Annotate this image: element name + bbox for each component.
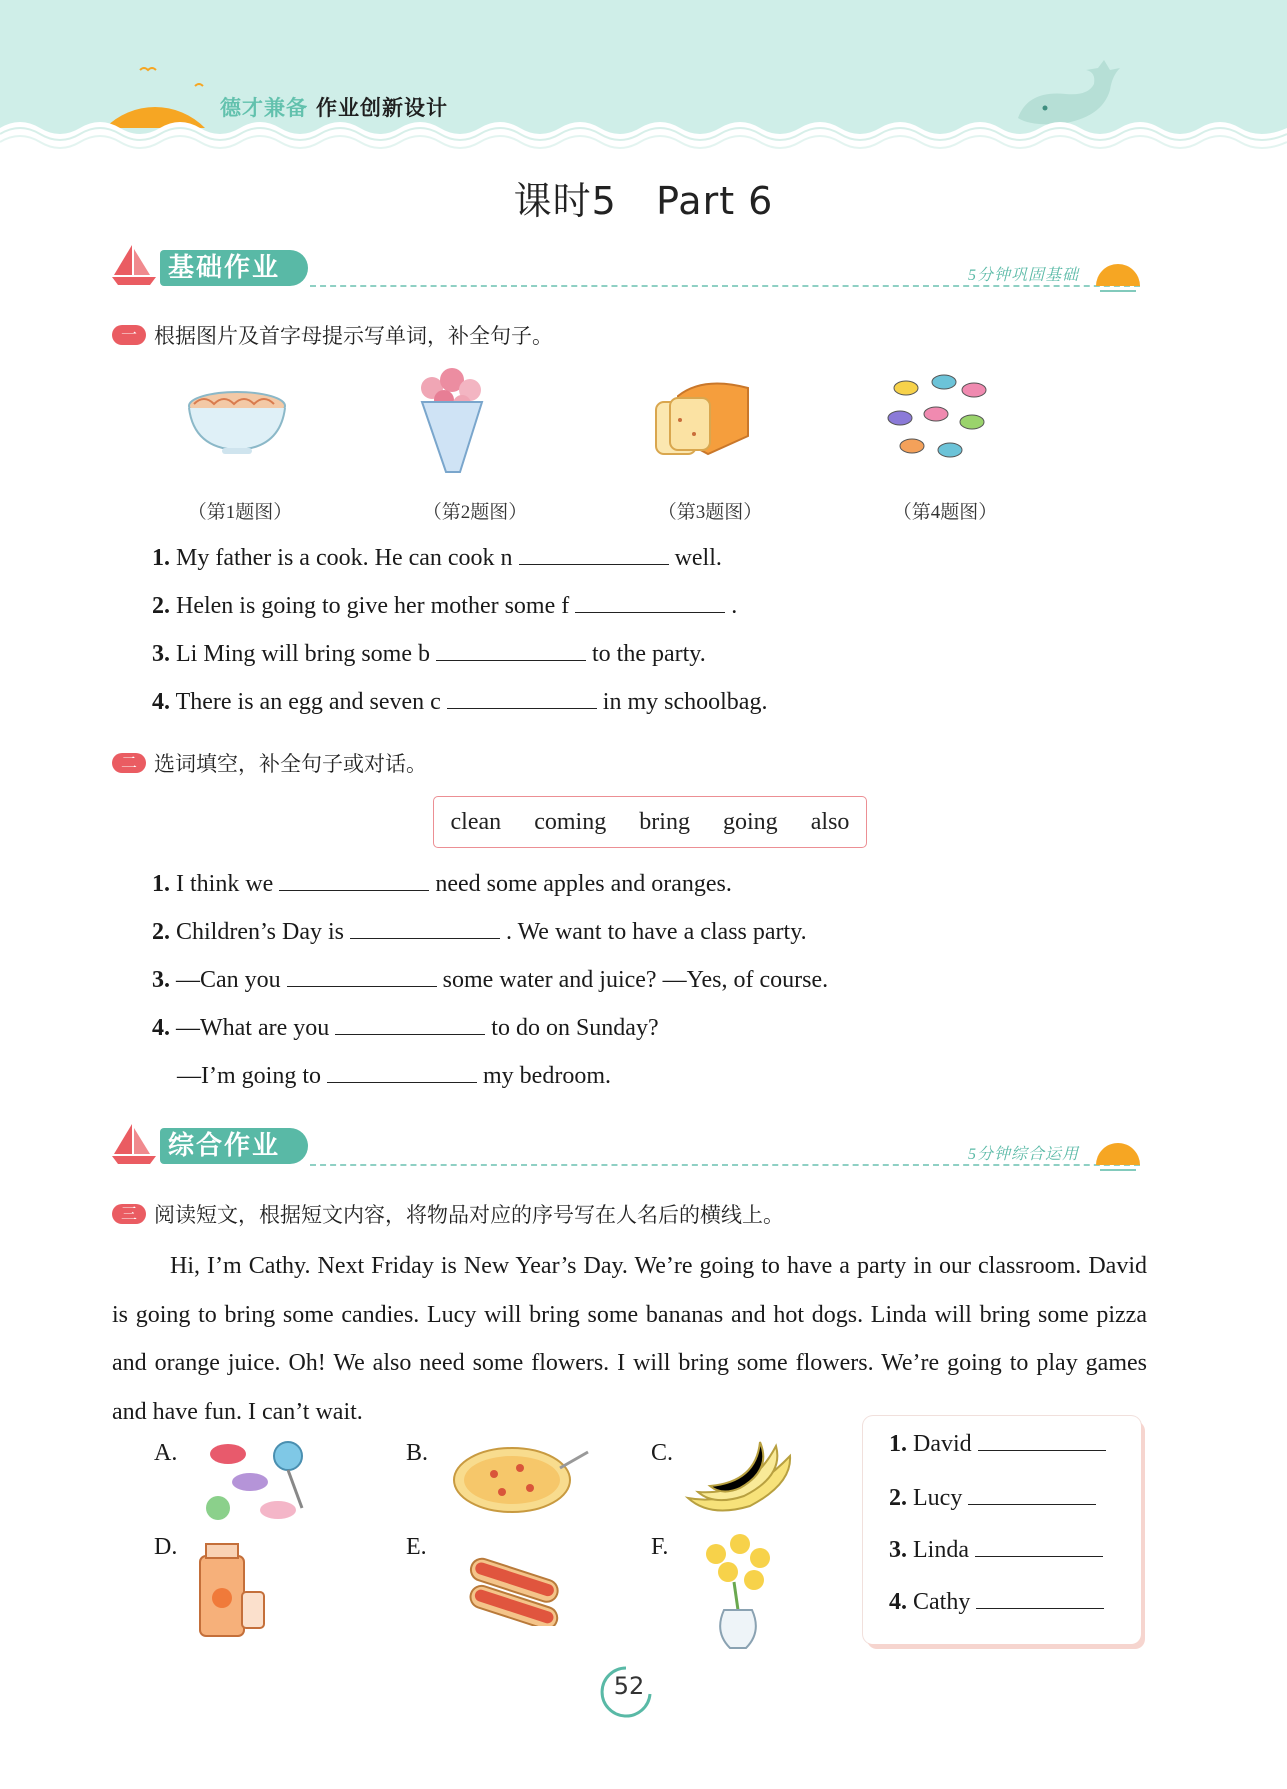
section-divider [310,1164,1140,1166]
item-text: some water and juice? —Yes, of course. [442,967,829,993]
picture-caption: （第4题图） [892,502,998,523]
answer-row [889,1482,1102,1512]
item-number: 2. [889,1485,907,1511]
answer-blank[interactable] [976,1586,1104,1609]
sun-icon [1092,256,1146,296]
option-letter: E. [406,1534,427,1560]
item-number: 3. [152,641,170,667]
word-bank-item: clean [450,808,502,835]
item-number: 1. [152,871,170,897]
question-3-heading [112,1199,784,1229]
question-1-item [152,542,722,572]
word-bank-item: bring [639,808,690,835]
flowers-vase-icon [694,1532,784,1652]
brand-dark-text: 作业创新设计 [316,96,448,120]
sun-icon [1092,1135,1146,1175]
candies-lollipop-icon [192,1438,324,1524]
flower-bouquet-icon [412,362,492,482]
item-number: 4. [889,1589,907,1615]
answer-blank[interactable] [575,590,725,613]
option-letter: A. [154,1440,178,1466]
page-number: 52 [613,1672,645,1700]
answer-blank[interactable] [287,964,437,987]
answer-card [863,1416,1141,1644]
question-badge: 一 [112,325,146,345]
candies-icon [878,366,998,476]
orange-juice-icon [192,1542,272,1642]
item-text: . [731,593,738,619]
section-divider [310,285,1140,287]
picture-caption: （第1题图） [187,502,293,523]
item-text: Li Ming will bring some b [176,641,430,667]
question-instruction: 阅读短文，根据短文内容，将物品对应的序号写在人名后的横线上。 [154,1203,784,1227]
question-1-item [152,638,706,668]
picture-caption: （第2题图） [422,502,528,523]
answer-blank[interactable] [447,686,597,709]
person-name: Linda [913,1537,969,1563]
item-number: 1. [889,1431,907,1457]
question-instruction: 根据图片及首字母提示写单词，补全句子。 [154,324,553,348]
question-2-item [152,1012,659,1042]
question-1-item [152,590,737,620]
question-1-item [152,686,767,716]
bananas-icon [680,1436,810,1516]
item-text: My father is a cook. He can cook n [176,545,513,571]
item-text: —Can you [176,967,281,993]
item-number: 4. [152,1015,170,1041]
option-letter: B. [406,1440,429,1466]
answer-row [889,1534,1109,1564]
question-2-item [177,1060,611,1090]
item-text: Children’s Day is [176,919,344,945]
answer-row [889,1428,1112,1458]
item-text: Helen is going to give her mother some f [176,593,570,619]
item-text: . We want to have a class party. [506,919,807,945]
sailboat-icon [110,1122,160,1166]
person-name: David [913,1431,972,1457]
question-2-heading [112,748,427,778]
question-2-item [152,868,732,898]
question-2-item [152,964,828,994]
answer-blank[interactable] [436,638,586,661]
item-number: 2. [152,919,170,945]
noodles-bowl-icon [182,378,292,458]
picture-caption: （第3题图） [657,502,763,523]
answer-blank[interactable] [335,1012,485,1035]
item-text: my bedroom. [483,1063,611,1089]
option-letter: C. [651,1440,674,1466]
item-text: I think we [176,871,274,897]
answer-blank[interactable] [968,1482,1096,1505]
answer-blank[interactable] [279,868,429,891]
question-2-item [152,916,807,946]
item-text: need some apples and oranges. [435,871,732,897]
person-name: Cathy [913,1589,971,1615]
page-title: 课时5 Part 6 [513,179,774,223]
item-number: 3. [152,967,170,993]
question-badge: 二 [112,753,146,773]
hot-dogs-icon [460,1556,570,1626]
word-bank-item: also [810,808,850,835]
item-text: —What are you [176,1015,330,1041]
sailboat-icon [110,243,160,287]
wave-border [0,108,1287,158]
answer-blank[interactable] [519,542,669,565]
brand-green-text: 德才兼备 [220,96,308,120]
answer-row [889,1586,1110,1616]
word-bank-item: going [723,808,778,835]
question-badge: 三 [112,1204,146,1224]
section-title-basic: 基础作业 [160,250,308,286]
word-bank [433,796,867,848]
answer-blank[interactable] [350,916,500,939]
item-text: in my schoolbag. [602,689,768,715]
item-text: well. [674,545,722,571]
item-number: 4. [152,689,170,715]
person-name: Lucy [913,1485,963,1511]
brand-line [220,92,448,122]
item-text: There is an egg and seven c [175,689,441,715]
answer-blank[interactable] [975,1534,1103,1557]
item-text: to the party. [592,641,706,667]
item-number: 2. [152,593,170,619]
section-title-comprehensive: 综合作业 [160,1128,308,1164]
word-bank-item: coming [534,808,607,835]
section-note-basic: 5分钟巩固基础 [967,267,1079,284]
item-text: to do on Sunday? [491,1015,659,1041]
section-note-comprehensive: 5分钟综合运用 [967,1146,1079,1163]
answer-blank[interactable] [978,1428,1106,1451]
item-number: 3. [889,1537,907,1563]
pizza-icon [450,1438,590,1518]
bread-loaf-icon [648,376,758,466]
reading-passage: Hi, I’m Cathy. Next Friday is New Year’s Day. We’re going to have a party in our classroom. David is going to bring some candies. Lucy will bring some bananas and hot dogs. Linda will bring some pizza and orange juice. Oh! We also need some flowers. I will bring some flowers. We’re going to play games and have fun. I can’t wait. [112,1253,1147,1425]
answer-blank[interactable] [327,1060,477,1083]
item-text: —I’m going to [177,1063,321,1089]
item-number: 1. [152,545,170,571]
option-letter: F. [651,1534,669,1560]
question-1-heading [112,320,553,350]
question-instruction: 选词填空，补全句子或对话。 [154,752,427,776]
option-letter: D. [154,1534,178,1560]
